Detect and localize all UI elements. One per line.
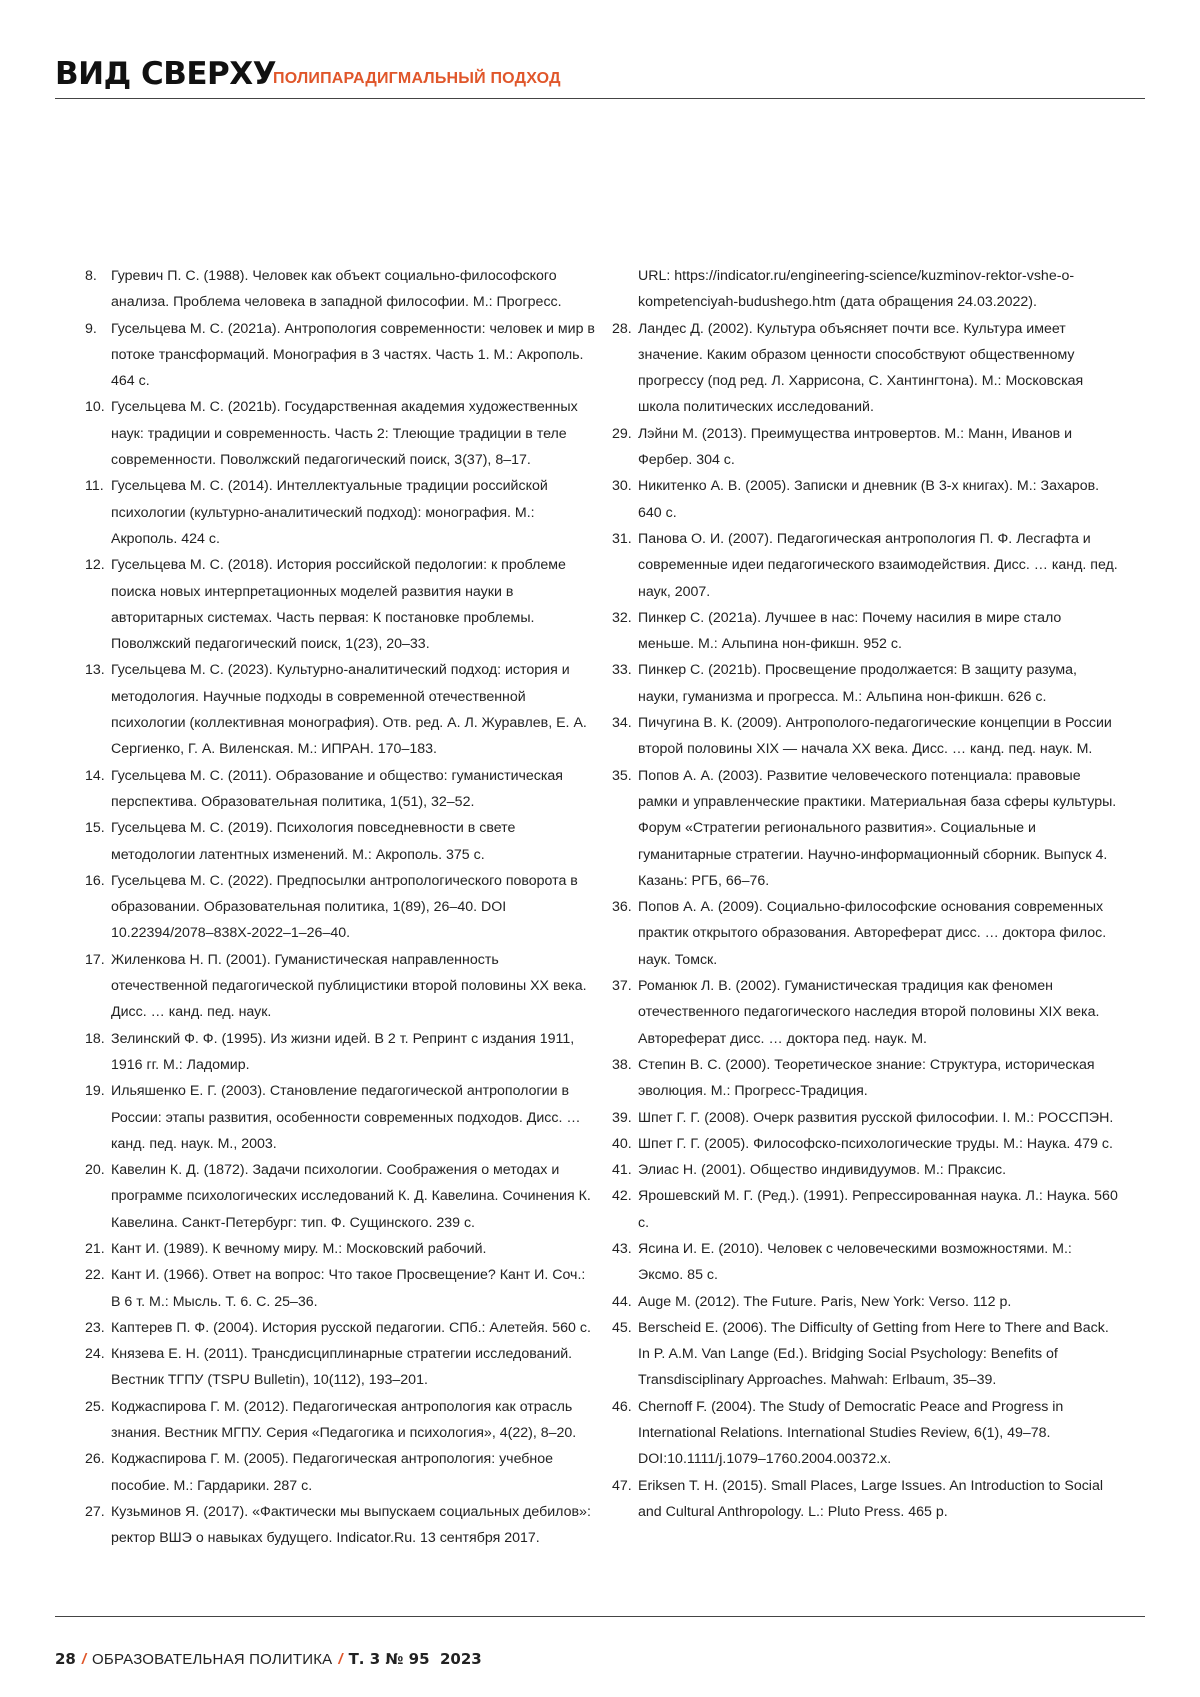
section-title: ВИД СВЕРХУ — [55, 56, 276, 92]
reference-number: 28. — [612, 316, 632, 342]
reference-number: 21. — [85, 1236, 105, 1262]
reference-item — [612, 1131, 1120, 1157]
reference-number: 30. — [612, 473, 632, 499]
reference-number: 24. — [85, 1341, 105, 1367]
reference-text: Коджаспирова Г. М. (2005). Педагогическая антропология: учебное пособие. М.: Гардарики. 287 с. — [111, 1451, 553, 1493]
reference-number: 42. — [612, 1183, 632, 1209]
reference-text: Ландес Д. (2002). Культура объясняет почти все. Культура имеет значение. Каким образом ценности способствуют общественному прогрессу (под ред. Л. Харрисона, С. Хантингтона). М.: Московская школа политических исследований. — [638, 321, 1083, 416]
reference-number: 26. — [85, 1446, 105, 1472]
reference-item — [85, 1446, 595, 1499]
reference-number: 40. — [612, 1131, 632, 1157]
separator-slash: / — [338, 1651, 342, 1668]
reference-text: Попов А. А. (2003). Развитие человеческого потенциала: правовые рамки и управленческие практики. Материальная база сферы культуры. Форум «Стратегии регионального развития». Социальные и гуманитарные стратегии. Научно-информационный сборник. Выпуск 4. Казань: РГБ, 66–76. — [638, 768, 1116, 889]
reference-item — [612, 763, 1120, 894]
reference-text: Шпет Г. Г. (2008). Очерк развития русской философии. I. М.: РОССПЭН. — [638, 1110, 1113, 1126]
reference-number: 31. — [612, 526, 632, 552]
reference-text: Пинкер С. (2021a). Лучшее в нас: Почему насилия в мире стало меньше. М.: Альпина нон-фикшн. 952 с. — [638, 610, 1061, 652]
reference-number: 22. — [85, 1262, 105, 1288]
references-left-column — [85, 263, 595, 1552]
reference-item — [85, 1157, 595, 1236]
reference-item — [85, 1315, 595, 1341]
reference-number: 45. — [612, 1315, 632, 1341]
reference-item — [85, 1078, 595, 1157]
reference-text: Chernoff F. (2004). The Study of Democratic Peace and Progress in International Relations. International Studies Review, 6(1), 49–78. DOI:10.1111/j.1079–1760.2004.00372.x. — [638, 1399, 1063, 1468]
reference-text: Шпет Г. Г. (2005). Философско-психологические труды. М.: Наука. 479 с. — [638, 1136, 1113, 1152]
references-right-column — [612, 263, 1120, 1525]
reference-item — [612, 421, 1120, 474]
reference-item — [612, 1157, 1120, 1183]
reference-number: 43. — [612, 1236, 632, 1262]
reference-item — [85, 1341, 595, 1394]
reference-text: Лэйни М. (2013). Преимущества интровертов. М.: Манн, Иванов и Фербер. 304 с. — [638, 426, 1072, 468]
reference-text: Романюк Л. В. (2002). Гуманистическая традиция как феномен отечественного педагогического наследия второй половины XIX века. Автореферат дисс. … доктора пед. наук. М. — [638, 978, 1099, 1047]
reference-text: Auge M. (2012). The Future. Paris, New York: Verso. 112 p. — [638, 1294, 1011, 1310]
reference-text: Коджаспирова Г. М. (2012). Педагогическая антропология как отрасль знания. Вестник МГПУ. Серия «Педагогика и психология», 4(22), 8–20. — [111, 1399, 576, 1441]
reference-text: Кант И. (1966). Ответ на вопрос: Что такое Просвещение? Кант И. Соч.: В 6 т. М.: Мысль. Т. 6. С. 25–36. — [111, 1267, 585, 1309]
page-header — [55, 52, 1145, 99]
reference-text: Пинкер С. (2021b). Просвещение продолжается: В защиту разума, науки, гуманизма и прогресса. М.: Альпина нон-фикшн. 626 с. — [638, 662, 1077, 704]
reference-number: 12. — [85, 552, 105, 578]
reference-item — [85, 263, 595, 316]
reference-text: Гусельцева М. С. (2018). История российской педологии: к проблеме поиска новых интерпретационных моделей развития науки в авторитарных системах. Часть первая: К постановке проблемы. Поволжский педагогический поиск, 1(23), 20–33. — [111, 557, 566, 652]
reference-text: Ильяшенко Е. Г. (2003). Становление педагогической антропологии в России: этапы развития, особенности современных подходов. Дисс. … канд. пед. наук. М., 2003. — [111, 1083, 581, 1152]
reference-item — [85, 947, 595, 1026]
reference-text: Гусельцева М. С. (2011). Образование и общество: гуманистическая перспектива. Образовательная политика, 1(51), 32–52. — [111, 768, 563, 810]
reference-item — [85, 868, 595, 947]
reference-number: 29. — [612, 421, 632, 447]
reference-text: Гусельцева М. С. (2022). Предпосылки антропологического поворота в образовании. Образовательная политика, 1(89), 26–40. DOI 10.22394/2078–838X-2022–1–26–40. — [111, 873, 578, 942]
reference-item — [85, 815, 595, 868]
reference-item — [612, 657, 1120, 710]
reference-number: 8. — [85, 263, 97, 289]
reference-item — [612, 710, 1120, 763]
reference-item — [612, 973, 1120, 1052]
reference-number: 16. — [85, 868, 105, 894]
journal-name: ОБРАЗОВАТЕЛЬНАЯ ПОЛИТИКА — [92, 1651, 332, 1668]
reference-text: Кузьминов Я. (2017). «Фактически мы выпускаем социальных дебилов»: ректор ВШЭ о навыках будущего. Indicator.Ru. 13 сентября 2017. — [111, 1504, 591, 1546]
reference-item — [85, 763, 595, 816]
issue-info: Т. 3 № 95 2023 — [349, 1650, 482, 1668]
reference-item — [612, 473, 1120, 526]
reference-text: Пичугина В. К. (2009). Антрополого-педагогические концепции в России второй половины XIX — начала XX века. Дисс. … канд. пед. наук. М. — [638, 715, 1112, 757]
reference-item — [612, 1315, 1120, 1394]
reference-item — [612, 1105, 1120, 1131]
reference-item — [85, 1236, 595, 1262]
reference-text: Князева Е. Н. (2011). Трансдисциплинарные стратегии исследований. Вестник ТГПУ (TSPU Bulletin), 10(112), 193–201. — [111, 1346, 572, 1388]
reference-text: Гусельцева М. С. (2023). Культурно-аналитический подход: история и методология. Научные подходы в современной отечественной психологии (коллективная монография). Отв. ред. А. Л. Журавлев, Е. А. Сергиенко, Г. А. Виленская. М.: ИПРАН. 170–183. — [111, 662, 587, 757]
reference-number: 35. — [612, 763, 632, 789]
reference-number: 10. — [85, 394, 105, 420]
reference-item — [612, 605, 1120, 658]
reference-item — [85, 1394, 595, 1447]
reference-text: Ярошевский М. Г. (Ред.). (1991). Репрессированная наука. Л.: Наука. 560 с. — [638, 1188, 1118, 1230]
reference-text: Гуревич П. С. (1988). Человек как объект социально-философского анализа. Проблема человека в западной философии. М.: Прогресс. — [111, 268, 562, 310]
reference-item — [85, 316, 595, 395]
reference-number: 17. — [85, 947, 105, 973]
reference-item — [612, 1473, 1120, 1526]
footer-rule — [55, 1616, 1145, 1617]
reference-item — [612, 1052, 1120, 1105]
reference-item — [612, 526, 1120, 605]
reference-item — [612, 894, 1120, 973]
reference-item — [85, 552, 595, 657]
reference-item — [85, 1262, 595, 1315]
reference-text: Berscheid E. (2006). The Difficulty of Getting from Here to There and Back. In P. A.M. Van Lange (Ed.). Bridging Social Psychology: Benefits of Transdisciplinary Approaches. Mahwah: Erlbaum, 35–39. — [638, 1320, 1109, 1389]
page-number: 28 — [55, 1650, 76, 1668]
reference-number: 46. — [612, 1394, 632, 1420]
reference-number: 38. — [612, 1052, 632, 1078]
reference-number: 27. — [85, 1499, 105, 1525]
reference-item — [612, 1236, 1120, 1289]
reference-number: 39. — [612, 1105, 632, 1131]
reference-number: 41. — [612, 1157, 632, 1183]
reference-number: 14. — [85, 763, 105, 789]
reference-number: 9. — [85, 316, 97, 342]
reference-text: Никитенко А. В. (2005). Записки и дневник (В 3-х книгах). М.: Захаров. 640 с. — [638, 478, 1099, 520]
reference-number: 19. — [85, 1078, 105, 1104]
reference-number: 44. — [612, 1289, 632, 1315]
reference-number: 32. — [612, 605, 632, 631]
reference-text: Зелинский Ф. Ф. (1995). Из жизни идей. В 2 т. Репринт с издания 1911, 1916 гг. М.: Ладомир. — [111, 1031, 574, 1073]
reference-text: Гусельцева М. С. (2021b). Государственная академия художественных наук: традиции и современность. Часть 2: Тлеющие традиции в теле современности. Поволжский педагогический поиск, 3(37), 8–17. — [111, 399, 578, 468]
reference-number: 36. — [612, 894, 632, 920]
reference-text: Гусельцева М. С. (2014). Интеллектуальные традиции российской психологии (культурно-аналитический подход): монография. М.: Акрополь. 424 с. — [111, 478, 548, 547]
reference-number: 20. — [85, 1157, 105, 1183]
reference-number: 15. — [85, 815, 105, 841]
reference-number: 23. — [85, 1315, 105, 1341]
reference-text: Кант И. (1989). К вечному миру. М.: Московский рабочий. — [111, 1241, 486, 1257]
reference-item — [85, 473, 595, 552]
reference-text: Элиас Н. (2001). Общество индивидуумов. М.: Праксис. — [638, 1162, 1006, 1178]
reference-number: 37. — [612, 973, 632, 999]
reference-number: 11. — [85, 473, 104, 499]
reference-item — [85, 1499, 595, 1552]
reference-number: 25. — [85, 1394, 105, 1420]
reference-text: Ясина И. Е. (2010). Человек с человеческими возможностями. М.: Эксмо. 85 с. — [638, 1241, 1072, 1283]
reference-number: 13. — [85, 657, 105, 683]
reference-item — [612, 1289, 1120, 1315]
reference-text: Гусельцева М. С. (2021a). Антропология современности: человек и мир в потоке трансформаций. Монография в 3 частях. Часть 1. М.: Акрополь. 464 с. — [111, 321, 595, 390]
page-footer — [55, 1650, 482, 1668]
reference-text: Попов А. А. (2009). Социально-философские основания современных практик открытого образования. Автореферат дисс. … доктора филос. наук. Томск. — [638, 899, 1106, 968]
reference-text: Панова О. И. (2007). Педагогическая антропология П. Ф. Лесгафта и современные идеи педагогического взаимодействия. Дисс. … канд. пед. наук, 2007. — [638, 531, 1118, 600]
reference-text: Кавелин К. Д. (1872). Задачи психологии. Соображения о методах и программе психологических исследований К. Д. Кавелина. Сочинения К. Кавелина. Санкт-Петербург: тип. Ф. Сущинского. 239 с. — [111, 1162, 591, 1231]
reference-number: 18. — [85, 1026, 105, 1052]
reference-item — [612, 316, 1120, 421]
reference-text: Каптерев П. Ф. (2004). История русской педагогии. СПб.: Алетейя. 560 с. — [111, 1320, 591, 1336]
reference-text: Eriksen T. H. (2015). Small Places, Large Issues. An Introduction to Social and Cultural Anthropology. L.: Pluto Press. 465 p. — [638, 1478, 1103, 1520]
reference-item — [612, 1394, 1120, 1473]
reference-item — [612, 1183, 1120, 1236]
reference-text: Гусельцева М. С. (2019). Психология повседневности в свете методологии латентных изменений. М.: Акрополь. 375 с. — [111, 820, 515, 862]
section-subtitle: ПОЛИПАРАДИГМАЛЬНЫЙ ПОДХОД — [273, 70, 561, 88]
reference-number: 47. — [612, 1473, 632, 1499]
reference-text: Степин В. С. (2000). Теоретическое знание: Структура, историческая эволюция. М.: Прогресс-Традиция. — [638, 1057, 1095, 1099]
reference-text: Жиленкова Н. П. (2001). Гуманистическая направленность отечественной педагогической публицистики второй половины XX века. Дисс. … канд. пед. наук. — [111, 952, 587, 1021]
separator-slash: / — [82, 1651, 86, 1668]
reference-number: 33. — [612, 657, 632, 683]
reference-text: URL: https://indicator.ru/engineering-science/kuzminov-rektor-vshe-o-kompetenciyah-budushego.htm (дата обращения 24.03.2022). — [638, 268, 1074, 310]
reference-number: 34. — [612, 710, 632, 736]
reference-item — [85, 1026, 595, 1079]
reference-continuation — [612, 263, 1120, 316]
reference-item — [85, 657, 595, 762]
reference-item — [85, 394, 595, 473]
